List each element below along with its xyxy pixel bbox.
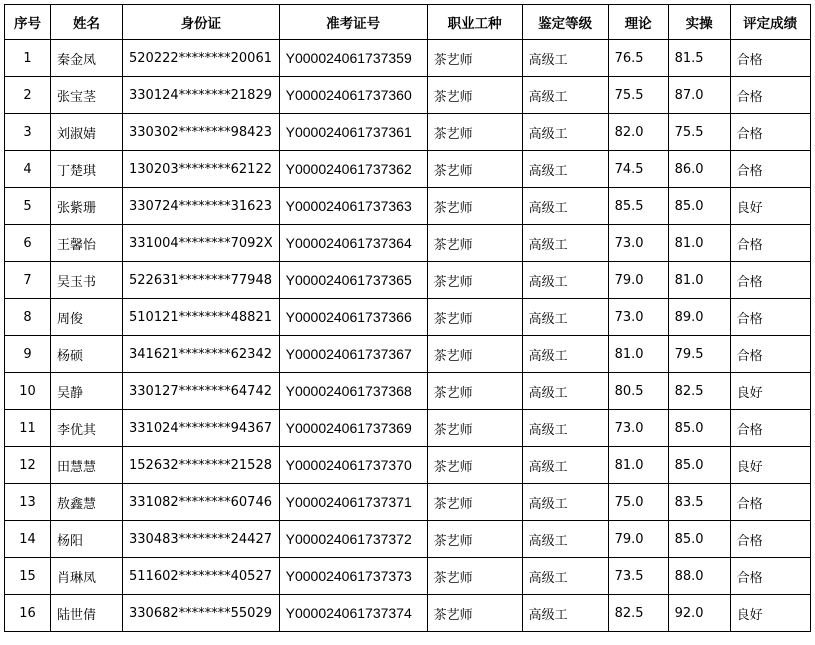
result-cell: 良好 [730, 373, 810, 410]
exam-number-cell: Y000024061737366 [279, 299, 427, 336]
name-cell: 刘淑婧 [51, 114, 123, 151]
result-cell: 良好 [730, 595, 810, 632]
id-card-cell: 330483********24427 [123, 521, 280, 558]
table-row [5, 484, 811, 521]
occupation-cell: 茶艺师 [427, 373, 522, 410]
theory-score-cell: 80.5 [608, 373, 668, 410]
level-cell: 高级工 [522, 77, 608, 114]
level-cell: 高级工 [522, 114, 608, 151]
level-cell: 高级工 [522, 262, 608, 299]
id-card-cell: 330127********64742 [123, 373, 280, 410]
seq-cell: 4 [5, 151, 51, 188]
theory-score-cell: 76.5 [608, 40, 668, 77]
exam-number-cell: Y000024061737360 [279, 77, 427, 114]
table-row [5, 262, 811, 299]
result-cell: 合格 [730, 262, 810, 299]
level-cell: 高级工 [522, 151, 608, 188]
id-card-cell: 522631********77948 [123, 262, 280, 299]
practical-score-cell: 85.0 [668, 410, 730, 447]
level-cell: 高级工 [522, 225, 608, 262]
name-cell: 吴玉书 [51, 262, 123, 299]
occupation-cell: 茶艺师 [427, 595, 522, 632]
theory-score-cell: 73.0 [608, 225, 668, 262]
practical-score-cell: 82.5 [668, 373, 730, 410]
exam-number-cell: Y000024061737371 [279, 484, 427, 521]
name-cell: 陆世倩 [51, 595, 123, 632]
result-cell: 良好 [730, 447, 810, 484]
table-row [5, 373, 811, 410]
table-row [5, 40, 811, 77]
exam-number-cell: Y000024061737373 [279, 558, 427, 595]
result-cell: 合格 [730, 40, 810, 77]
exam-number-cell: Y000024061737361 [279, 114, 427, 151]
seq-cell: 5 [5, 188, 51, 225]
theory-score-cell: 85.5 [608, 188, 668, 225]
header-exam-number: 准考证号 [279, 5, 427, 40]
table-row [5, 114, 811, 151]
name-cell: 杨阳 [51, 521, 123, 558]
theory-score-cell: 79.0 [608, 521, 668, 558]
level-cell: 高级工 [522, 484, 608, 521]
practical-score-cell: 81.0 [668, 262, 730, 299]
seq-cell: 10 [5, 373, 51, 410]
table-row [5, 225, 811, 262]
exam-number-cell: Y000024061737368 [279, 373, 427, 410]
name-cell: 周俊 [51, 299, 123, 336]
exam-number-cell: Y000024061737362 [279, 151, 427, 188]
name-cell: 敖鑫慧 [51, 484, 123, 521]
seq-cell: 6 [5, 225, 51, 262]
result-cell: 良好 [730, 188, 810, 225]
table-row [5, 151, 811, 188]
table-row [5, 521, 811, 558]
practical-score-cell: 81.5 [668, 40, 730, 77]
table-row [5, 558, 811, 595]
theory-score-cell: 81.0 [608, 447, 668, 484]
seq-cell: 8 [5, 299, 51, 336]
practical-score-cell: 88.0 [668, 558, 730, 595]
exam-number-cell: Y000024061737363 [279, 188, 427, 225]
theory-score-cell: 79.0 [608, 262, 668, 299]
id-card-cell: 330724********31623 [123, 188, 280, 225]
seq-cell: 7 [5, 262, 51, 299]
occupation-cell: 茶艺师 [427, 558, 522, 595]
level-cell: 高级工 [522, 410, 608, 447]
theory-score-cell: 82.5 [608, 595, 668, 632]
exam-number-cell: Y000024061737365 [279, 262, 427, 299]
table-row [5, 188, 811, 225]
table-row [5, 299, 811, 336]
name-cell: 秦金凤 [51, 40, 123, 77]
occupation-cell: 茶艺师 [427, 410, 522, 447]
level-cell: 高级工 [522, 521, 608, 558]
id-card-cell: 331024********94367 [123, 410, 280, 447]
id-card-cell: 152632********21528 [123, 447, 280, 484]
id-card-cell: 330302********98423 [123, 114, 280, 151]
occupation-cell: 茶艺师 [427, 521, 522, 558]
seq-cell: 1 [5, 40, 51, 77]
occupation-cell: 茶艺师 [427, 40, 522, 77]
occupation-cell: 茶艺师 [427, 151, 522, 188]
level-cell: 高级工 [522, 40, 608, 77]
results-table [4, 4, 811, 632]
practical-score-cell: 79.5 [668, 336, 730, 373]
practical-score-cell: 86.0 [668, 151, 730, 188]
practical-score-cell: 85.0 [668, 521, 730, 558]
id-card-cell: 331004********7092X [123, 225, 280, 262]
theory-score-cell: 73.0 [608, 410, 668, 447]
occupation-cell: 茶艺师 [427, 484, 522, 521]
result-cell: 合格 [730, 521, 810, 558]
level-cell: 高级工 [522, 188, 608, 225]
practical-score-cell: 85.0 [668, 447, 730, 484]
practical-score-cell: 75.5 [668, 114, 730, 151]
exam-number-cell: Y000024061737367 [279, 336, 427, 373]
level-cell: 高级工 [522, 373, 608, 410]
header-level: 鉴定等级 [522, 5, 608, 40]
result-cell: 合格 [730, 336, 810, 373]
header-practical: 实操 [668, 5, 730, 40]
seq-cell: 9 [5, 336, 51, 373]
name-cell: 张宝茎 [51, 77, 123, 114]
practical-score-cell: 87.0 [668, 77, 730, 114]
level-cell: 高级工 [522, 595, 608, 632]
level-cell: 高级工 [522, 299, 608, 336]
name-cell: 王馨怡 [51, 225, 123, 262]
seq-cell: 16 [5, 595, 51, 632]
exam-number-cell: Y000024061737364 [279, 225, 427, 262]
practical-score-cell: 92.0 [668, 595, 730, 632]
occupation-cell: 茶艺师 [427, 447, 522, 484]
id-card-cell: 330124********21829 [123, 77, 280, 114]
theory-score-cell: 75.5 [608, 77, 668, 114]
theory-score-cell: 75.0 [608, 484, 668, 521]
level-cell: 高级工 [522, 558, 608, 595]
practical-score-cell: 85.0 [668, 188, 730, 225]
header-result: 评定成绩 [730, 5, 810, 40]
result-cell: 合格 [730, 299, 810, 336]
theory-score-cell: 73.5 [608, 558, 668, 595]
theory-score-cell: 74.5 [608, 151, 668, 188]
name-cell: 丁楚琪 [51, 151, 123, 188]
exam-number-cell: Y000024061737369 [279, 410, 427, 447]
occupation-cell: 茶艺师 [427, 188, 522, 225]
header-id-card: 身份证 [123, 5, 280, 40]
seq-cell: 3 [5, 114, 51, 151]
name-cell: 李优其 [51, 410, 123, 447]
occupation-cell: 茶艺师 [427, 114, 522, 151]
seq-cell: 14 [5, 521, 51, 558]
name-cell: 肖琳凤 [51, 558, 123, 595]
name-cell: 田慧慧 [51, 447, 123, 484]
header-seq: 序号 [5, 5, 51, 40]
name-cell: 杨硕 [51, 336, 123, 373]
table-header [5, 5, 811, 40]
name-cell: 吴静 [51, 373, 123, 410]
seq-cell: 12 [5, 447, 51, 484]
table-row [5, 410, 811, 447]
occupation-cell: 茶艺师 [427, 262, 522, 299]
exam-number-cell: Y000024061737370 [279, 447, 427, 484]
level-cell: 高级工 [522, 447, 608, 484]
result-cell: 合格 [730, 484, 810, 521]
table-body [5, 40, 811, 632]
table-row [5, 595, 811, 632]
result-cell: 合格 [730, 225, 810, 262]
seq-cell: 13 [5, 484, 51, 521]
result-cell: 合格 [730, 151, 810, 188]
result-cell: 合格 [730, 410, 810, 447]
table-row [5, 336, 811, 373]
occupation-cell: 茶艺师 [427, 77, 522, 114]
table-row [5, 77, 811, 114]
practical-score-cell: 83.5 [668, 484, 730, 521]
id-card-cell: 341621********62342 [123, 336, 280, 373]
header-theory: 理论 [608, 5, 668, 40]
occupation-cell: 茶艺师 [427, 225, 522, 262]
practical-score-cell: 81.0 [668, 225, 730, 262]
level-cell: 高级工 [522, 336, 608, 373]
id-card-cell: 330682********55029 [123, 595, 280, 632]
occupation-cell: 茶艺师 [427, 336, 522, 373]
occupation-cell: 茶艺师 [427, 299, 522, 336]
id-card-cell: 520222********20061 [123, 40, 280, 77]
theory-score-cell: 82.0 [608, 114, 668, 151]
practical-score-cell: 89.0 [668, 299, 730, 336]
theory-score-cell: 81.0 [608, 336, 668, 373]
seq-cell: 2 [5, 77, 51, 114]
id-card-cell: 130203********62122 [123, 151, 280, 188]
seq-cell: 15 [5, 558, 51, 595]
header-row [5, 5, 811, 40]
seq-cell: 11 [5, 410, 51, 447]
result-cell: 合格 [730, 77, 810, 114]
header-occupation: 职业工种 [427, 5, 522, 40]
table-row [5, 447, 811, 484]
header-name: 姓名 [51, 5, 123, 40]
exam-number-cell: Y000024061737374 [279, 595, 427, 632]
exam-number-cell: Y000024061737359 [279, 40, 427, 77]
result-cell: 合格 [730, 558, 810, 595]
exam-number-cell: Y000024061737372 [279, 521, 427, 558]
name-cell: 张紫珊 [51, 188, 123, 225]
result-cell: 合格 [730, 114, 810, 151]
id-card-cell: 511602********40527 [123, 558, 280, 595]
id-card-cell: 510121********48821 [123, 299, 280, 336]
theory-score-cell: 73.0 [608, 299, 668, 336]
id-card-cell: 331082********60746 [123, 484, 280, 521]
